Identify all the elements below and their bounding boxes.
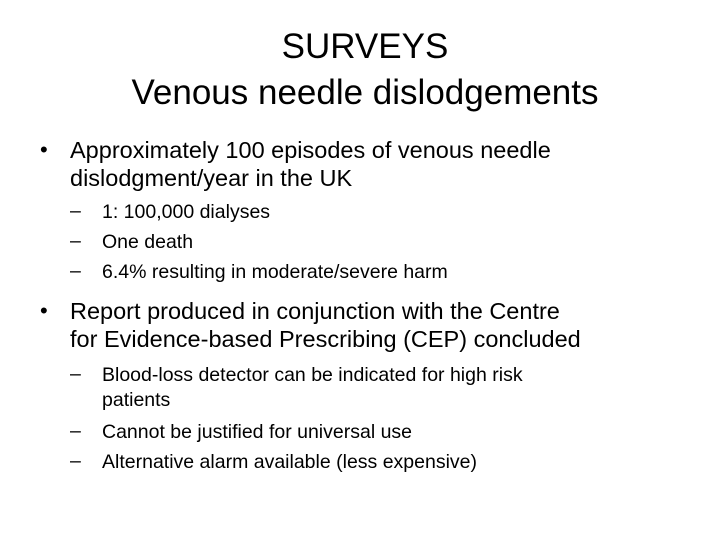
sub-item: Cannot be justified for universal use [102, 421, 413, 443]
slide-title: SURVEYS [281, 27, 449, 66]
sub-item: 6.4% resulting in moderate/severe harm [102, 261, 448, 283]
dash-marker: – [70, 363, 81, 385]
sub-item: 1: 100,000 dialyses [102, 201, 271, 223]
sub-item: One death [102, 231, 194, 253]
dash-marker: – [70, 450, 81, 472]
bullet-1-line-2: dislodgment/year in the UK [70, 165, 353, 191]
bullet-marker: • [40, 298, 48, 323]
bullet-1-line-1: Approximately 100 episodes of venous needle [70, 137, 551, 163]
slide-subtitle: Venous needle dislodgements [131, 73, 599, 112]
bullet-2-line-1: Report produced in conjunction with the Centre [70, 298, 560, 324]
bullet-marker: • [40, 137, 48, 162]
sub-item: Alternative alarm available (less expensive) [102, 451, 478, 473]
sub-item-line-1: Blood-loss detector can be indicated for high risk [102, 364, 523, 386]
bullet-2-line-2: for Evidence-based Prescribing (CEP) concluded [70, 326, 581, 352]
sub-item-line-2: patients [102, 389, 171, 411]
dash-marker: – [70, 200, 81, 222]
dash-marker: – [70, 260, 81, 282]
dash-marker: – [70, 230, 81, 252]
dash-marker: – [70, 420, 81, 442]
